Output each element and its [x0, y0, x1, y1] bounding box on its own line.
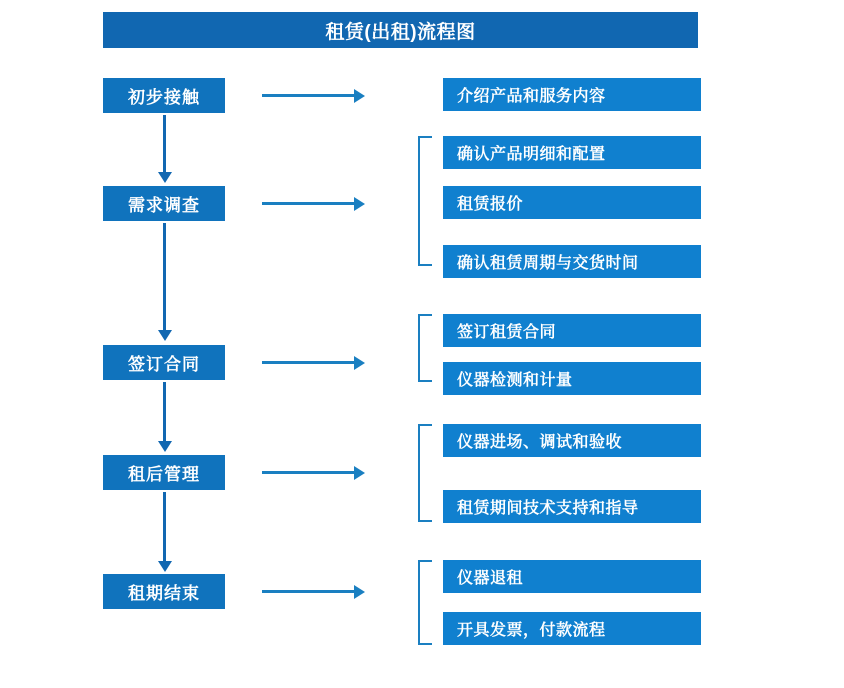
stage-box-1[interactable]: 初步接触: [103, 78, 225, 113]
horizontal-arrow-3: [262, 361, 354, 364]
page-title: 租赁(出租)流程图: [103, 12, 698, 48]
task-box-3[interactable]: 租赁报价: [443, 186, 701, 219]
horizontal-arrow-1: [262, 94, 354, 97]
task-box-9[interactable]: 仪器退租: [443, 560, 701, 593]
stage-box-4[interactable]: 租后管理: [103, 455, 225, 490]
vertical-connector-1: [163, 115, 166, 173]
group-bracket-3: [418, 314, 432, 382]
task-box-1[interactable]: 介绍产品和服务内容: [443, 78, 701, 111]
task-box-4[interactable]: 确认租赁周期与交货时间: [443, 245, 701, 278]
stage-box-5[interactable]: 租期结束: [103, 574, 225, 609]
group-bracket-2: [418, 136, 432, 266]
group-bracket-4: [418, 424, 432, 522]
task-box-10[interactable]: 开具发票，付款流程: [443, 612, 701, 645]
vertical-connector-2: [163, 223, 166, 331]
task-box-6[interactable]: 仪器检测和计量: [443, 362, 701, 395]
vertical-connector-4: [163, 492, 166, 562]
stage-box-2[interactable]: 需求调查: [103, 186, 225, 221]
horizontal-arrow-5: [262, 590, 354, 593]
task-box-8[interactable]: 租赁期间技术支持和指导: [443, 490, 701, 523]
task-box-2[interactable]: 确认产品明细和配置: [443, 136, 701, 169]
group-bracket-5: [418, 560, 432, 645]
vertical-connector-3: [163, 382, 166, 442]
task-box-7[interactable]: 仪器进场、调试和验收: [443, 424, 701, 457]
task-box-5[interactable]: 签订租赁合同: [443, 314, 701, 347]
horizontal-arrow-2: [262, 202, 354, 205]
stage-box-3[interactable]: 签订合同: [103, 345, 225, 380]
horizontal-arrow-4: [262, 471, 354, 474]
